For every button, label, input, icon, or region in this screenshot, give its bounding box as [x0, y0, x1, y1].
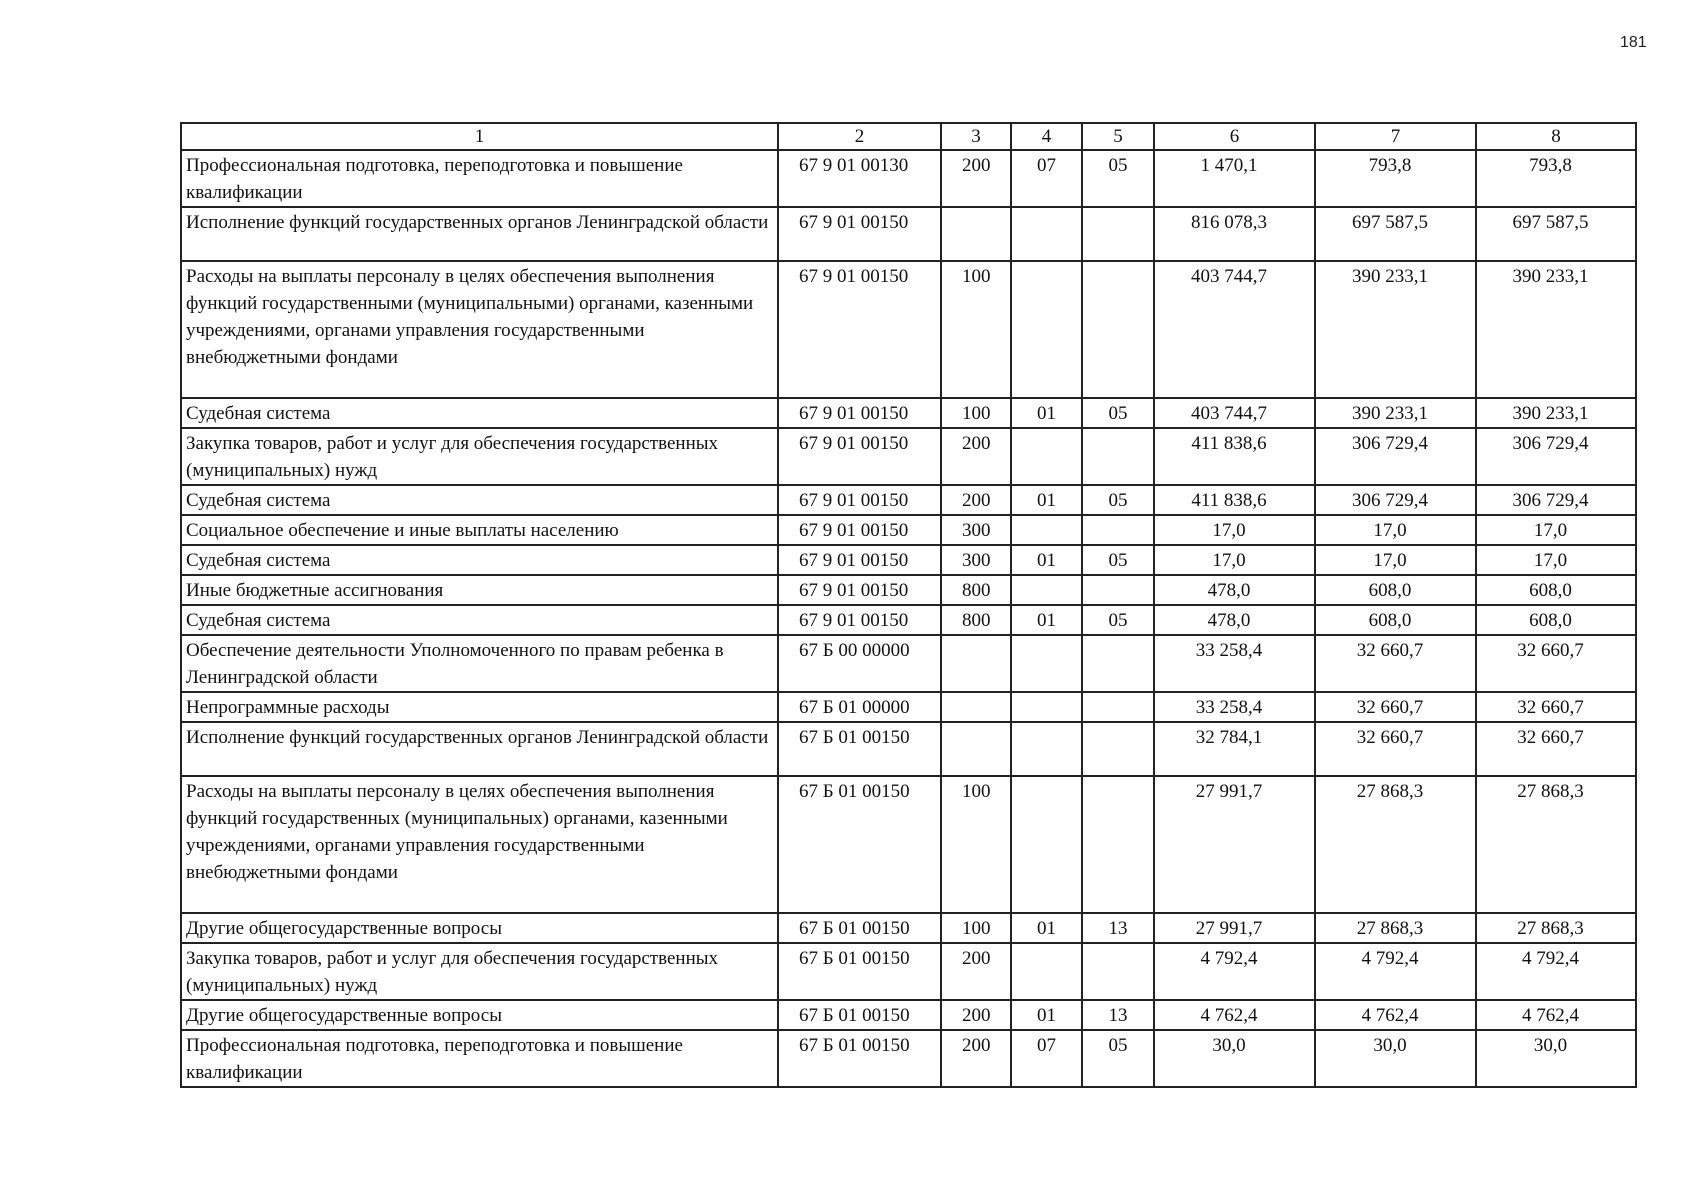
- row-c8-cell: 17,0: [1476, 545, 1636, 575]
- row-code-cell: 67 9 01 00150: [778, 428, 941, 485]
- row-c3-cell: 800: [941, 575, 1011, 605]
- header-cell: 5: [1082, 123, 1154, 150]
- row-c4-cell: [1011, 207, 1082, 261]
- row-name-cell: Судебная система: [181, 605, 778, 635]
- row-code-cell: 67 Б 01 00000: [778, 692, 941, 722]
- row-name-cell: Профессиональная подготовка, переподготовка и повышение квалификации: [181, 150, 778, 207]
- table-row: [181, 722, 1636, 776]
- row-name-cell: Непрограммные расходы: [181, 692, 778, 722]
- row-code-cell: 67 9 01 00150: [778, 515, 941, 545]
- row-c8-cell: 793,8: [1476, 150, 1636, 207]
- row-c8-cell: 390 233,1: [1476, 398, 1636, 428]
- row-c6-cell: 411 838,6: [1154, 485, 1315, 515]
- row-c5-cell: 05: [1082, 485, 1154, 515]
- row-c5-cell: 05: [1082, 545, 1154, 575]
- row-c8-cell: 306 729,4: [1476, 428, 1636, 485]
- row-name-cell: Другие общегосударственные вопросы: [181, 913, 778, 943]
- table-body: [181, 123, 1636, 1087]
- row-code-cell: 67 9 01 00150: [778, 545, 941, 575]
- row-c4-cell: [1011, 261, 1082, 398]
- row-c4-cell: [1011, 722, 1082, 776]
- table-row: [181, 398, 1636, 428]
- row-code-cell: 67 Б 01 00150: [778, 943, 941, 1000]
- row-c5-cell: [1082, 261, 1154, 398]
- row-c5-cell: [1082, 575, 1154, 605]
- row-code-cell: 67 9 01 00150: [778, 207, 941, 261]
- row-c7-cell: 390 233,1: [1315, 398, 1476, 428]
- row-code-cell: 67 Б 00 00000: [778, 635, 941, 692]
- row-c3-cell: 200: [941, 150, 1011, 207]
- row-c4-cell: [1011, 943, 1082, 1000]
- row-c8-cell: 32 660,7: [1476, 692, 1636, 722]
- table-row: [181, 515, 1636, 545]
- row-code-cell: 67 Б 01 00150: [778, 776, 941, 913]
- table-row: [181, 207, 1636, 261]
- row-name-cell: Судебная система: [181, 485, 778, 515]
- row-c6-cell: 27 991,7: [1154, 776, 1315, 913]
- row-c6-cell: 403 744,7: [1154, 261, 1315, 398]
- row-c3-cell: 200: [941, 943, 1011, 1000]
- row-c7-cell: 27 868,3: [1315, 776, 1476, 913]
- row-c8-cell: 30,0: [1476, 1030, 1636, 1087]
- row-c6-cell: 33 258,4: [1154, 635, 1315, 692]
- row-c4-cell: 07: [1011, 1030, 1082, 1087]
- budget-table: [180, 122, 1637, 1088]
- row-c7-cell: 608,0: [1315, 575, 1476, 605]
- row-c6-cell: 411 838,6: [1154, 428, 1315, 485]
- table-row: [181, 1030, 1636, 1087]
- row-c5-cell: 05: [1082, 1030, 1154, 1087]
- table-row: [181, 635, 1636, 692]
- header-cell: 1: [181, 123, 778, 150]
- row-c8-cell: 27 868,3: [1476, 913, 1636, 943]
- row-c5-cell: 05: [1082, 605, 1154, 635]
- row-c8-cell: 608,0: [1476, 575, 1636, 605]
- row-c6-cell: 816 078,3: [1154, 207, 1315, 261]
- row-c3-cell: 200: [941, 485, 1011, 515]
- row-code-cell: 67 Б 01 00150: [778, 722, 941, 776]
- row-c7-cell: 306 729,4: [1315, 428, 1476, 485]
- row-c4-cell: [1011, 515, 1082, 545]
- row-code-cell: 67 Б 01 00150: [778, 1030, 941, 1087]
- row-c3-cell: 200: [941, 428, 1011, 485]
- row-c3-cell: 100: [941, 398, 1011, 428]
- row-c6-cell: 478,0: [1154, 605, 1315, 635]
- row-name-cell: Судебная система: [181, 398, 778, 428]
- row-c7-cell: 32 660,7: [1315, 722, 1476, 776]
- row-c7-cell: 4 762,4: [1315, 1000, 1476, 1030]
- row-c6-cell: 33 258,4: [1154, 692, 1315, 722]
- row-c4-cell: 01: [1011, 545, 1082, 575]
- table-header-row: [181, 123, 1636, 150]
- table-row: [181, 575, 1636, 605]
- row-c5-cell: 13: [1082, 913, 1154, 943]
- row-code-cell: 67 9 01 00150: [778, 575, 941, 605]
- row-c3-cell: [941, 207, 1011, 261]
- row-name-cell: Закупка товаров, работ и услуг для обеспечения государственных (муниципальных) нужд: [181, 943, 778, 1000]
- row-name-cell: Иные бюджетные ассигнования: [181, 575, 778, 605]
- page-number: 181: [1620, 34, 1647, 51]
- row-c3-cell: 100: [941, 913, 1011, 943]
- row-c6-cell: 17,0: [1154, 545, 1315, 575]
- header-cell: 4: [1011, 123, 1082, 150]
- row-c7-cell: 32 660,7: [1315, 635, 1476, 692]
- table-row: [181, 943, 1636, 1000]
- row-code-cell: 67 9 01 00130: [778, 150, 941, 207]
- row-c8-cell: 17,0: [1476, 515, 1636, 545]
- header-cell: 8: [1476, 123, 1636, 150]
- row-c8-cell: 4 792,4: [1476, 943, 1636, 1000]
- row-c8-cell: 306 729,4: [1476, 485, 1636, 515]
- header-cell: 6: [1154, 123, 1315, 150]
- row-c3-cell: 200: [941, 1000, 1011, 1030]
- row-code-cell: 67 9 01 00150: [778, 485, 941, 515]
- row-c6-cell: 32 784,1: [1154, 722, 1315, 776]
- row-c6-cell: 17,0: [1154, 515, 1315, 545]
- row-c4-cell: 01: [1011, 1000, 1082, 1030]
- table-row: [181, 485, 1636, 515]
- row-c6-cell: 1 470,1: [1154, 150, 1315, 207]
- row-c3-cell: 100: [941, 776, 1011, 913]
- row-c8-cell: 32 660,7: [1476, 722, 1636, 776]
- table-row: [181, 776, 1636, 913]
- table-row: [181, 428, 1636, 485]
- header-cell: 7: [1315, 123, 1476, 150]
- row-name-cell: Исполнение функций государственных органов Ленинградской области: [181, 207, 778, 261]
- row-name-cell: Расходы на выплаты персоналу в целях обеспечения выполнения функций государственными (муниципальными) органами, казенными учреждениями, органами управления государственными внебюджетными фондами: [181, 261, 778, 398]
- row-c7-cell: 306 729,4: [1315, 485, 1476, 515]
- row-code-cell: 67 9 01 00150: [778, 398, 941, 428]
- row-c6-cell: 4 762,4: [1154, 1000, 1315, 1030]
- row-c8-cell: 4 762,4: [1476, 1000, 1636, 1030]
- row-c4-cell: 01: [1011, 485, 1082, 515]
- row-name-cell: Исполнение функций государственных органов Ленинградской области: [181, 722, 778, 776]
- table-row: [181, 1000, 1636, 1030]
- row-c4-cell: 01: [1011, 913, 1082, 943]
- row-c3-cell: [941, 722, 1011, 776]
- row-c5-cell: [1082, 635, 1154, 692]
- row-name-cell: Обеспечение деятельности Уполномоченного по правам ребенка в Ленинградской области: [181, 635, 778, 692]
- row-c7-cell: 4 792,4: [1315, 943, 1476, 1000]
- row-c7-cell: 697 587,5: [1315, 207, 1476, 261]
- table-row: [181, 692, 1636, 722]
- header-cell: 3: [941, 123, 1011, 150]
- row-c7-cell: 390 233,1: [1315, 261, 1476, 398]
- row-c7-cell: 30,0: [1315, 1030, 1476, 1087]
- row-c7-cell: 32 660,7: [1315, 692, 1476, 722]
- row-c5-cell: 05: [1082, 150, 1154, 207]
- row-name-cell: Социальное обеспечение и иные выплаты населению: [181, 515, 778, 545]
- table-row: [181, 261, 1636, 398]
- row-c8-cell: 608,0: [1476, 605, 1636, 635]
- row-c8-cell: 32 660,7: [1476, 635, 1636, 692]
- row-c7-cell: 17,0: [1315, 515, 1476, 545]
- row-code-cell: 67 9 01 00150: [778, 261, 941, 398]
- row-c4-cell: 01: [1011, 605, 1082, 635]
- table-row: [181, 545, 1636, 575]
- row-c4-cell: 01: [1011, 398, 1082, 428]
- row-code-cell: 67 9 01 00150: [778, 605, 941, 635]
- row-c6-cell: 30,0: [1154, 1030, 1315, 1087]
- row-c4-cell: [1011, 428, 1082, 485]
- row-code-cell: 67 Б 01 00150: [778, 1000, 941, 1030]
- row-c5-cell: [1082, 776, 1154, 913]
- row-c3-cell: 100: [941, 261, 1011, 398]
- row-c5-cell: [1082, 515, 1154, 545]
- row-c7-cell: 27 868,3: [1315, 913, 1476, 943]
- row-c4-cell: [1011, 692, 1082, 722]
- row-c7-cell: 17,0: [1315, 545, 1476, 575]
- row-c4-cell: 07: [1011, 150, 1082, 207]
- row-c8-cell: 27 868,3: [1476, 776, 1636, 913]
- table-row: [181, 913, 1636, 943]
- row-c4-cell: [1011, 635, 1082, 692]
- row-name-cell: Профессиональная подготовка, переподготовка и повышение квалификации: [181, 1030, 778, 1087]
- row-c3-cell: 800: [941, 605, 1011, 635]
- row-c5-cell: [1082, 692, 1154, 722]
- row-c8-cell: 697 587,5: [1476, 207, 1636, 261]
- row-c7-cell: 793,8: [1315, 150, 1476, 207]
- row-c6-cell: 4 792,4: [1154, 943, 1315, 1000]
- row-c5-cell: [1082, 428, 1154, 485]
- row-c6-cell: 403 744,7: [1154, 398, 1315, 428]
- row-c3-cell: [941, 635, 1011, 692]
- row-c5-cell: [1082, 722, 1154, 776]
- row-c5-cell: 05: [1082, 398, 1154, 428]
- row-c8-cell: 390 233,1: [1476, 261, 1636, 398]
- row-c5-cell: 13: [1082, 1000, 1154, 1030]
- header-cell: 2: [778, 123, 941, 150]
- row-name-cell: Закупка товаров, работ и услуг для обеспечения государственных (муниципальных) нужд: [181, 428, 778, 485]
- row-c3-cell: 300: [941, 515, 1011, 545]
- row-c3-cell: [941, 692, 1011, 722]
- row-c6-cell: 478,0: [1154, 575, 1315, 605]
- row-name-cell: Другие общегосударственные вопросы: [181, 1000, 778, 1030]
- row-name-cell: Судебная система: [181, 545, 778, 575]
- row-name-cell: Расходы на выплаты персоналу в целях обеспечения выполнения функций государственных (муниципальных) органами, казенными учреждениями, органами управления государственными внебюджетными фондами: [181, 776, 778, 913]
- row-c4-cell: [1011, 776, 1082, 913]
- row-c5-cell: [1082, 207, 1154, 261]
- row-c5-cell: [1082, 943, 1154, 1000]
- table-row: [181, 150, 1636, 207]
- table-row: [181, 605, 1636, 635]
- row-c6-cell: 27 991,7: [1154, 913, 1315, 943]
- row-c4-cell: [1011, 575, 1082, 605]
- row-code-cell: 67 Б 01 00150: [778, 913, 941, 943]
- row-c3-cell: 200: [941, 1030, 1011, 1087]
- row-c3-cell: 300: [941, 545, 1011, 575]
- row-c7-cell: 608,0: [1315, 605, 1476, 635]
